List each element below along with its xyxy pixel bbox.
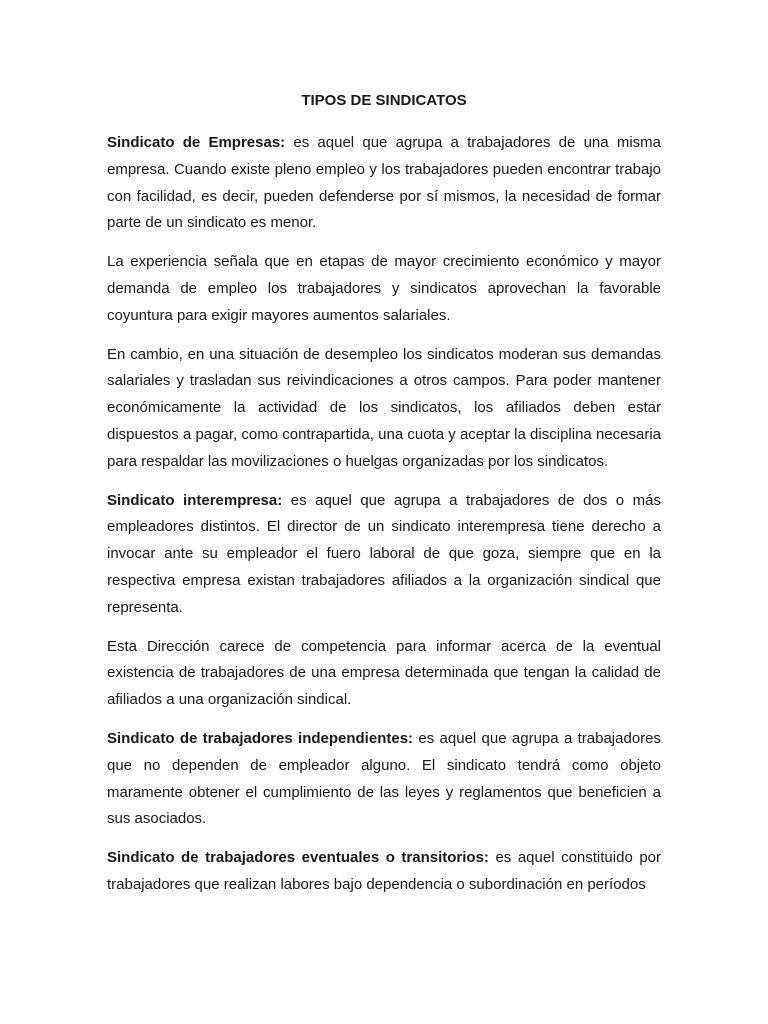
paragraph-sindicato-empresas	[107, 130, 661, 237]
paragraph-text: Esta Dirección carece de competencia para informar acerca de la eventual existencia de trabajadores de una empresa determinada que tengan la calidad de afiliados a una organización sindical.	[107, 637, 661, 709]
paragraph-text: es aquel que agrupa a trabajadores de una misma empresa. Cuando existe pleno empleo y los trabajadores pueden encontrar trabajo con facilidad, es decir, pueden defenderse por sí mismos, la necesidad de formar parte de un sindicato es menor.	[107, 134, 661, 232]
paragraph-text: es aquel constituido por trabajadores que realizan labores bajo dependencia o subordinación en períodos	[107, 849, 662, 893]
paragraph-sindicato-independientes	[107, 726, 661, 833]
paragraph-text: En cambio, en una situación de desempleo los sindicatos moderan sus demandas salariales y trasladan sus reivindicaciones a otros campos. Para poder mantener económicamente la actividad de los sindicatos, los afiliados deben estar dispuestos a pagar, como contrapartida, una cuota y aceptar la disciplina necesaria para respaldar las movilizaciones o huelgas organizadas por los sindicatos.	[107, 345, 661, 470]
paragraph-direccion	[107, 634, 661, 714]
paragraph-heading: Sindicato de trabajadores independientes:	[107, 729, 414, 747]
paragraph-heading: Sindicato de trabajadores eventuales o transitorios:	[107, 849, 489, 867]
document-title: TIPOS DE SINDICATOS	[301, 92, 467, 109]
paragraph-text: La experiencia señala que en etapas de mayor crecimiento económico y mayor demanda de empleo los trabajadores y sindicatos aprovechan la favorable coyuntura para exigir mayores aumentos salariales.	[107, 253, 661, 324]
paragraph-heading: Sindicato de Empresas:	[107, 134, 286, 151]
paragraph-sindicato-eventuales	[107, 845, 661, 899]
paragraph-text: es aquel que agrupa a trabajadores de dos o más empleadores distintos. El director de un sindicato interempresa tiene derecho a invocar ante su empleador el fuero laboral de que goza, siempre que en la respectiva empresa existan trabajadores afiliados a la organización sindical que representa.	[107, 491, 661, 616]
paragraph-sindicato-interempresa	[107, 488, 661, 622]
paragraph-heading: Sindicato interempresa:	[107, 491, 283, 509]
paragraph-experiencia	[107, 249, 661, 329]
document-page	[107, 88, 661, 911]
paragraph-text: es aquel que agrupa a trabajadores que no dependen de empleador alguno. El sindicato tendrá como objeto maramente obtener el cumplimiento de las leyes y reglamentos que beneficien a sus asociados.	[107, 729, 661, 828]
paragraph-desempleo	[107, 342, 661, 476]
